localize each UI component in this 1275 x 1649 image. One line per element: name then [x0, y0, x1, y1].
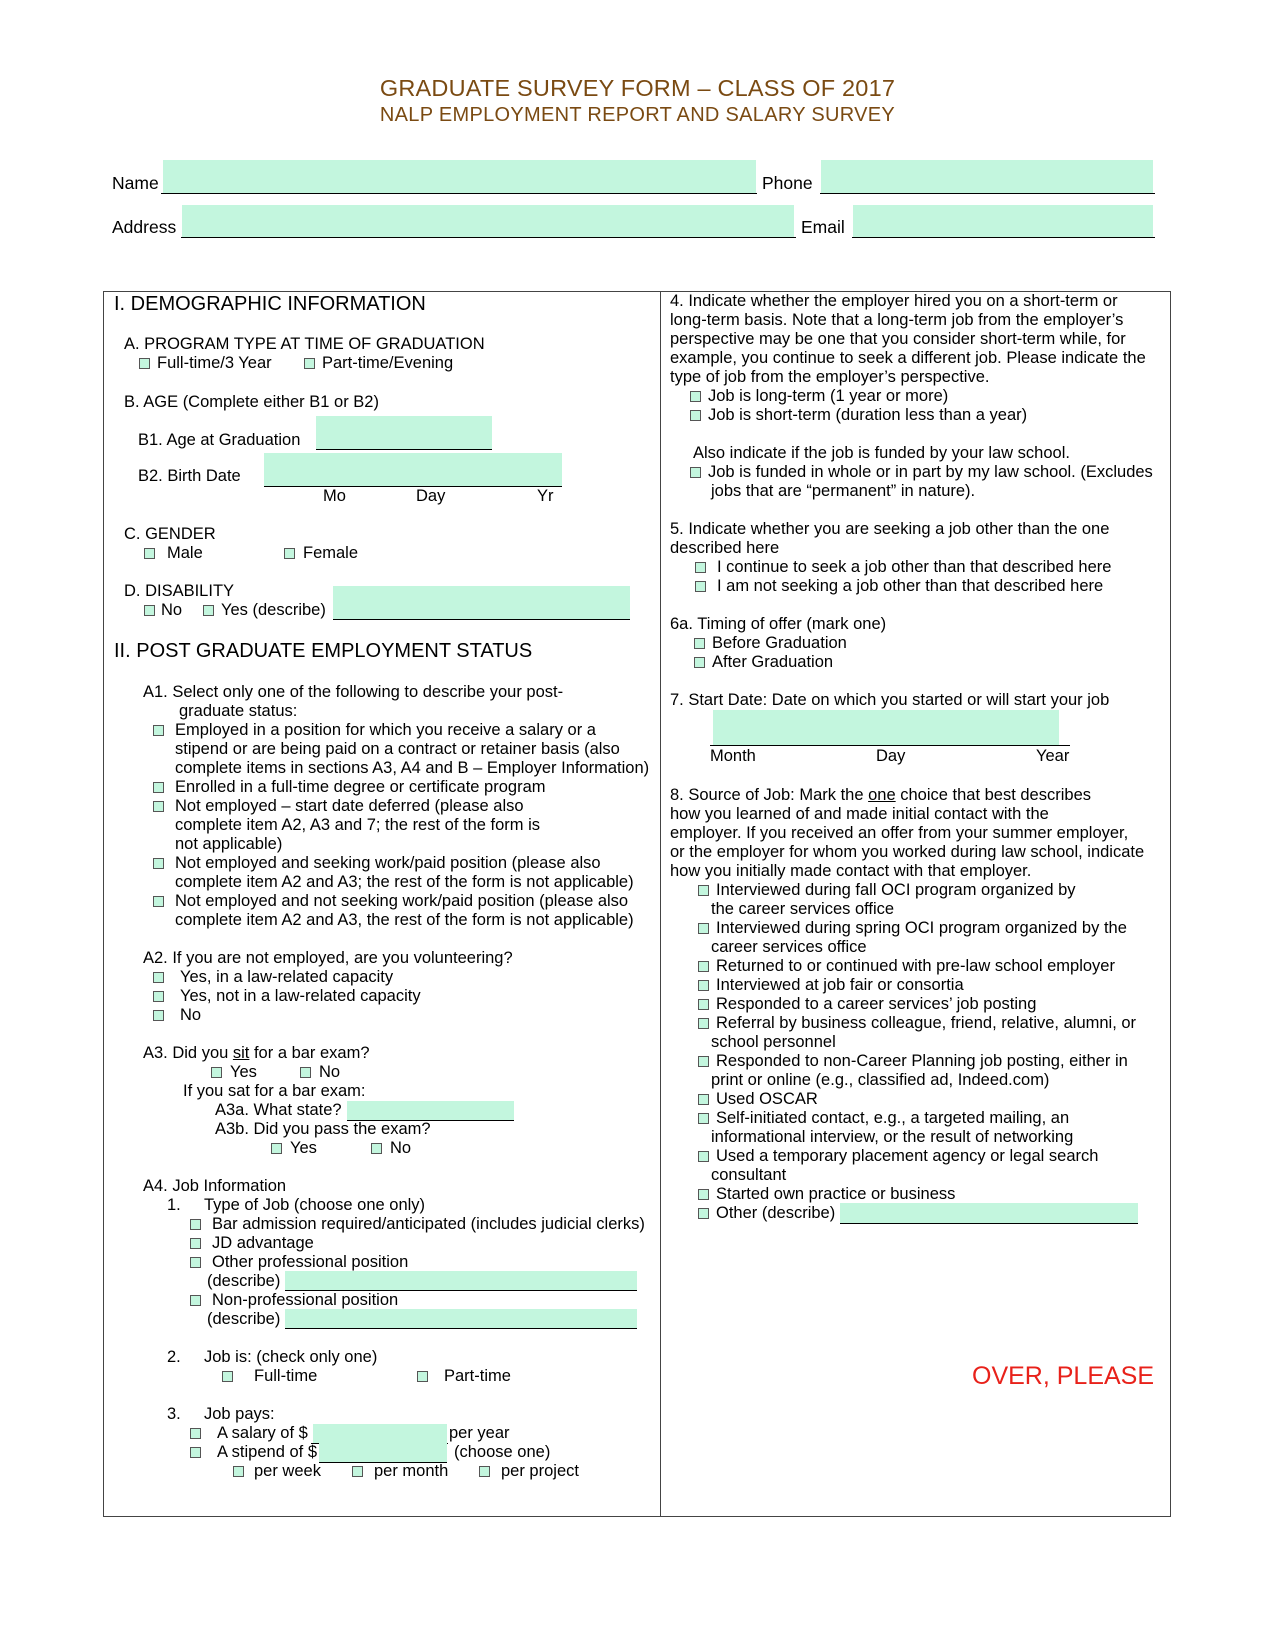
non-career-posting-l2: print or online (e.g., classified ad, Indeed.com) — [711, 1071, 1050, 1089]
a1-not-seeking-l2: complete item A2 and A3, the rest of the form is not applicable) — [175, 911, 634, 929]
long-term-label: Job is long-term (1 year or more) — [708, 387, 949, 405]
referral-checkbox[interactable] — [698, 1018, 709, 1029]
other-source-underline — [840, 1223, 1138, 1224]
q5-line2: described here — [670, 539, 780, 557]
oscar-label: Used OSCAR — [716, 1090, 818, 1108]
a3-yes-label: Yes — [230, 1063, 257, 1081]
a1-employed-l1: Employed in a position for which you receive a salary or a — [175, 721, 596, 739]
a2-question: A2. If you are not employed, are you volunteering? — [143, 949, 513, 967]
q4-line2: long-term basis. Note that a long-term job from the employer’s — [670, 311, 1124, 329]
a1-enrolled-label: Enrolled in a full-time degree or certificate program — [175, 778, 546, 796]
job-fulltime-checkbox[interactable] — [222, 1371, 233, 1382]
a3-question: A3. Did you sit for a bar exam? — [143, 1044, 370, 1062]
a1-not-seeking-checkbox[interactable] — [153, 896, 164, 907]
program-type-heading: A. PROGRAM TYPE AT TIME OF GRADUATION — [124, 335, 485, 353]
salary-checkbox[interactable] — [190, 1428, 201, 1439]
over-please-notice: OVER, PLEASE — [972, 1362, 1155, 1390]
q4-line5: type of job from the employer’s perspective. — [670, 368, 990, 386]
q5-line1: 5. Indicate whether you are seeking a job other than the one — [670, 520, 1110, 538]
pre-law-employer-checkbox[interactable] — [698, 961, 709, 972]
disability-heading: D. DISABILITY — [124, 582, 235, 600]
a1-deferred-l1: Not employed – start date deferred (please also — [175, 797, 524, 815]
email-field[interactable] — [853, 205, 1153, 238]
a3b-no-label: No — [390, 1139, 412, 1157]
short-term-checkbox[interactable] — [690, 410, 701, 421]
male-label: Male — [167, 544, 203, 562]
salary-per-year-label: per year — [449, 1424, 510, 1442]
spring-oci-l1: Interviewed during spring OCI program organized by the — [716, 919, 1127, 937]
birth-day-label: Day — [416, 487, 446, 505]
section-demographic-heading: I. DEMOGRAPHIC INFORMATION — [114, 293, 426, 315]
job-fair-label: Interviewed at job fair or consortia — [716, 976, 964, 994]
bar-admission-checkbox[interactable] — [190, 1219, 201, 1230]
start-year-label: Year — [1036, 747, 1070, 765]
after-graduation-label: After Graduation — [712, 653, 834, 671]
name-label: Name — [112, 173, 159, 193]
career-services-posting-label: Responded to a career services’ job posting — [716, 995, 1037, 1013]
birth-date-field[interactable] — [264, 453, 562, 486]
stipend-checkbox[interactable] — [190, 1447, 201, 1458]
disability-no-checkbox[interactable] — [144, 605, 155, 616]
a1-seeking-checkbox[interactable] — [153, 858, 164, 869]
a2-no-checkbox[interactable] — [153, 1010, 164, 1021]
phone-label: Phone — [762, 173, 813, 193]
a1-employed-checkbox[interactable] — [153, 725, 164, 736]
self-initiated-l1: Self-initiated contact, e.g., a targeted mailing, an — [716, 1109, 1070, 1127]
a4-3-title: Job pays: — [204, 1405, 275, 1423]
funded-line2: jobs that are “permanent” in nature). — [711, 482, 976, 500]
name-field[interactable] — [163, 160, 756, 194]
q4-line4: example, you continue to seek a different job. Please indicate the — [670, 349, 1146, 367]
a1-enrolled-checkbox[interactable] — [153, 782, 164, 793]
female-label: Female — [303, 544, 359, 562]
age-heading: B. AGE (Complete either B1 or B2) — [124, 393, 379, 411]
a4-1-title: Type of Job (choose one only) — [204, 1196, 426, 1214]
short-term-label: Job is short-term (duration less than a year) — [708, 406, 1028, 424]
address-label: Address — [112, 217, 177, 237]
a2-no-label: No — [180, 1006, 202, 1024]
continue-seek-checkbox[interactable] — [695, 562, 706, 573]
a3b-label: A3b. Did you pass the exam? — [215, 1120, 431, 1138]
funded-line1: Job is funded in whole or in part by my law school. (Excludes — [708, 463, 1153, 481]
male-checkbox[interactable] — [144, 548, 155, 559]
age-at-graduation-label: B1. Age at Graduation — [138, 431, 301, 449]
a3b-yes-label: Yes — [290, 1139, 317, 1157]
birth-date-label: B2. Birth Date — [138, 467, 241, 485]
per-month-label: per month — [374, 1462, 449, 1480]
a1-deferred-checkbox[interactable] — [153, 801, 164, 812]
job-fulltime-label: Full-time — [254, 1367, 318, 1385]
non-professional-checkbox[interactable] — [190, 1295, 201, 1306]
temp-agency-l1: Used a temporary placement agency or legal search — [716, 1147, 1099, 1165]
a3a-state-field[interactable] — [347, 1101, 514, 1121]
before-graduation-checkbox[interactable] — [694, 638, 705, 649]
other-professional-label: Other professional position — [212, 1253, 409, 1271]
per-project-label: per project — [501, 1462, 579, 1480]
bar-admission-label: Bar admission required/anticipated (includes judicial clerks) — [212, 1215, 645, 1233]
non-professional-describe-label: (describe) — [207, 1310, 281, 1328]
disability-no-label: No — [161, 601, 183, 619]
self-initiated-l2: informational interview, or the result of networking — [711, 1128, 1074, 1146]
section-employment-heading: II. POST GRADUATE EMPLOYMENT STATUS — [114, 640, 533, 662]
self-initiated-checkbox[interactable] — [698, 1113, 709, 1124]
other-professional-checkbox[interactable] — [190, 1257, 201, 1268]
form-title: GRADUATE SURVEY FORM – CLASS OF 2017 — [379, 75, 896, 101]
name-underline — [161, 193, 757, 194]
a1-employed-l3: complete items in sections A3, A4 and B – Employer Information) — [175, 759, 650, 777]
referral-l1: Referral by business colleague, friend, relative, alumni, or — [716, 1014, 1137, 1032]
a1-deferred-l3: not applicable) — [175, 835, 283, 853]
q4-line1: 4. Indicate whether the employer hired you on a short-term or — [670, 292, 1118, 310]
a1-deferred-l2: complete item A2, A3 and 7; the rest of the form is — [175, 816, 541, 834]
job-parttime-checkbox[interactable] — [417, 1371, 428, 1382]
funded-intro: Also indicate if the job is funded by your law school. — [693, 444, 1070, 462]
fulltime-checkbox[interactable] — [139, 358, 150, 369]
spring-oci-checkbox[interactable] — [698, 923, 709, 934]
own-practice-label: Started own practice or business — [716, 1185, 956, 1203]
funded-checkbox[interactable] — [690, 467, 701, 478]
own-practice-checkbox[interactable] — [698, 1189, 709, 1200]
a4-3-number: 3. — [167, 1405, 181, 1423]
oscar-checkbox[interactable] — [698, 1094, 709, 1105]
fall-oci-l2: the career services office — [711, 900, 895, 918]
other-professional-describe-label: (describe) — [207, 1272, 281, 1290]
after-graduation-checkbox[interactable] — [694, 657, 705, 668]
temp-agency-checkbox[interactable] — [698, 1151, 709, 1162]
stipend-label: A stipend of $ — [217, 1443, 317, 1461]
address-underline — [181, 237, 796, 238]
parttime-evening-label: Part-time/Evening — [322, 354, 454, 372]
a3-no-label: No — [319, 1063, 341, 1081]
a2-not-law-related-checkbox[interactable] — [153, 991, 164, 1002]
start-day-label: Day — [876, 747, 906, 765]
a1-seeking-l1: Not employed and seeking work/paid position (please also — [175, 854, 601, 872]
a4-2-title: Job is: (check only one) — [204, 1348, 378, 1366]
career-services-posting-checkbox[interactable] — [698, 999, 709, 1010]
non-career-posting-l1: Responded to non-Career Planning job posting, either in — [716, 1052, 1128, 1070]
email-label: Email — [801, 217, 845, 237]
fall-oci-checkbox[interactable] — [698, 885, 709, 896]
disability-describe-field[interactable] — [333, 586, 630, 619]
before-graduation-label: Before Graduation — [712, 634, 847, 652]
birth-date-underline — [264, 486, 562, 487]
column-divider — [660, 291, 661, 1517]
a1-seeking-l2: complete item A2 and A3; the rest of the form is not applicable) — [175, 873, 634, 891]
referral-l2: school personnel — [711, 1033, 836, 1051]
job-fair-checkbox[interactable] — [698, 980, 709, 991]
q7-title: 7. Start Date: Date on which you started or will start your job — [670, 691, 1110, 709]
age-at-graduation-field[interactable] — [316, 416, 492, 449]
fulltime-label: Full-time/3 Year — [157, 354, 272, 372]
q8-line5: how you initially made contact with that employer. — [670, 862, 1032, 880]
stipend-amount-field[interactable] — [319, 1443, 447, 1462]
per-project-checkbox[interactable] — [479, 1466, 490, 1477]
jd-advantage-label: JD advantage — [212, 1234, 314, 1252]
other-professional-describe-field[interactable] — [285, 1271, 637, 1291]
long-term-checkbox[interactable] — [690, 391, 701, 402]
disability-yes-checkbox[interactable] — [203, 605, 214, 616]
a4-heading: A4. Job Information — [143, 1177, 287, 1195]
stipend-choose-label: (choose one) — [454, 1443, 551, 1461]
phone-underline — [820, 193, 1155, 194]
job-parttime-label: Part-time — [444, 1367, 511, 1385]
female-checkbox[interactable] — [284, 548, 295, 559]
a1-employed-l2: stipend or are being paid on a contract or retainer basis (also — [175, 740, 620, 758]
salary-amount-field[interactable] — [313, 1424, 447, 1443]
a3-no-checkbox[interactable] — [300, 1067, 311, 1078]
q4-line3: perspective may be one that you consider short-term while, for — [670, 330, 1126, 348]
temp-agency-l2: consultant — [711, 1166, 787, 1184]
a2-not-law-related-label: Yes, not in a law-related capacity — [180, 987, 421, 1005]
q8-line2: how you learned of and made initial contact with the — [670, 805, 1049, 823]
a4-2-number: 2. — [167, 1348, 181, 1366]
salary-label: A salary of $ — [217, 1424, 308, 1442]
q6a-title: 6a. Timing of offer (mark one) — [670, 615, 887, 633]
start-date-field[interactable] — [713, 710, 1059, 745]
address-field[interactable] — [182, 205, 794, 238]
continue-seek-label: I continue to seek a job other than that described here — [717, 558, 1112, 576]
q8-line1: 8. Source of Job: Mark the one choice that best describes — [670, 786, 1091, 804]
other-source-describe-field[interactable] — [840, 1203, 1138, 1224]
age-underline — [316, 449, 492, 450]
birth-mo-label: Mo — [323, 487, 346, 505]
phone-field[interactable] — [821, 160, 1153, 194]
a2-law-related-label: Yes, in a law-related capacity — [180, 968, 394, 986]
a2-law-related-checkbox[interactable] — [153, 972, 164, 983]
per-month-checkbox[interactable] — [352, 1466, 363, 1477]
pre-law-employer-label: Returned to or continued with pre-law school employer — [716, 957, 1115, 975]
start-date-underline — [710, 745, 1070, 746]
form-subtitle: NALP EMPLOYMENT REPORT AND SALARY SURVEY — [379, 104, 896, 126]
q8-line4: or the employer for whom you worked during law school, indicate — [670, 843, 1145, 861]
start-month-label: Month — [710, 747, 756, 765]
non-career-posting-checkbox[interactable] — [698, 1056, 709, 1067]
fall-oci-l1: Interviewed during fall OCI program organized by — [716, 881, 1076, 899]
q8-line3: employer. If you received an offer from your summer employer, — [670, 824, 1129, 842]
a3b-no-checkbox[interactable] — [371, 1143, 382, 1154]
per-week-label: per week — [254, 1462, 321, 1480]
a4-1-number: 1. — [167, 1196, 181, 1214]
not-seeking-checkbox[interactable] — [695, 581, 706, 592]
a3b-yes-checkbox[interactable] — [271, 1143, 282, 1154]
email-underline — [852, 237, 1155, 238]
a1-line2: graduate status: — [179, 702, 298, 720]
spring-oci-l2: career services office — [711, 938, 867, 956]
other-source-label: Other (describe) — [716, 1204, 836, 1222]
a1-not-seeking-l1: Not employed and not seeking work/paid position (please also — [175, 892, 629, 910]
non-professional-describe-field[interactable] — [285, 1309, 637, 1329]
disability-yes-label: Yes (describe) — [221, 601, 326, 619]
non-professional-label: Non-professional position — [212, 1291, 399, 1309]
parttime-evening-checkbox[interactable] — [304, 358, 315, 369]
a1-line1: A1. Select only one of the following to describe your post- — [143, 683, 564, 701]
non-professional-underline — [285, 1328, 637, 1329]
a3-if-sat: If you sat for a bar exam: — [183, 1082, 366, 1100]
disability-underline — [333, 619, 630, 620]
a3-yes-checkbox[interactable] — [211, 1067, 222, 1078]
gender-heading: C. GENDER — [124, 525, 216, 543]
per-week-checkbox[interactable] — [233, 1466, 244, 1477]
a3a-label: A3a. What state? — [215, 1101, 342, 1119]
jd-advantage-checkbox[interactable] — [190, 1238, 201, 1249]
other-source-checkbox[interactable] — [698, 1208, 709, 1219]
not-seeking-label: I am not seeking a job other than that described here — [717, 577, 1104, 595]
birth-yr-label: Yr — [537, 487, 554, 505]
